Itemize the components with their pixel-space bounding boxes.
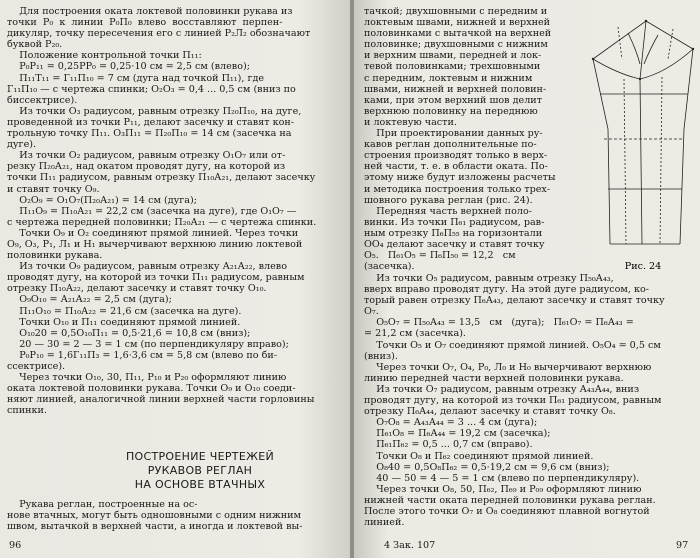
text-line: отрезку П₁₀А₂₂, делают засечку и ставят точку О₁₀. [7, 283, 267, 295]
text-line: При проектировании данных ру- [364, 128, 543, 140]
text-line: Из точки О₅ радиусом, равным отрезку П₅₀А₄₃, [364, 273, 614, 284]
text-line: тачкой; двухшовными с передним и [364, 6, 548, 17]
text-line: проведенной из точки Р₁₁, делают засечку и ставят кон- [7, 116, 294, 128]
text-line: Рукава реглан, построенные на ос- [7, 499, 198, 510]
text-line: Точки О₈ и П₆₂ соединяют прямой линией. [364, 450, 594, 462]
section-heading [100, 450, 300, 492]
text-line: Г₁₁П₁₀ — с чертежа спинки; О₂О₃ = 0,4 ... 0,5 см (вниз по [7, 83, 296, 95]
text-line: половинками с вытачкой на верхней [364, 28, 552, 40]
text-line: О₉О₁₀ = А₂₁А₂₂ = 2,5 см (дуга); [7, 294, 172, 306]
text-line: оката локтевой половинки рукава. Точки О₉ и О₁₀ соеди- [7, 383, 296, 395]
text-line: проводят дугу, на которой из точки П₆₁ радиусом, равным [364, 395, 662, 407]
text-line: с чертежа передней половинки; П₂₀А₂₁ — с чертежа спинки. [7, 216, 317, 228]
text-line: П₁₁Т₁₁ = Г₁₁П₁₀ = 7 см (дуга над точкой П₁₁), где [7, 72, 265, 84]
text-line: линию передней части верхней половинки рукава. [364, 372, 624, 384]
text-line: локтевым швами, нижней и верхней [364, 17, 551, 29]
text-line: этому ниже будут изложены расчеты [364, 172, 556, 184]
text-line: и ставят точку О₉. [7, 183, 100, 195]
text-line: О₁₀20 = 0,5О₁₀П₁₁ = 0,5·21,6 = 10,8 см (вниз); [7, 327, 251, 339]
text-line: точки Р₀ к линии Р₀П₀ влево восставляют перпен- [7, 17, 283, 29]
text-line: резку П₂₀А₂₁, над окатом проводят дугу, на которой из [7, 161, 286, 173]
text-line: Для построения оката локтевой половинки рукава из [7, 6, 293, 17]
text-line: линией. [364, 517, 405, 529]
page-number: 96 [9, 540, 22, 551]
text-line: ками, при этом верхний шов делит [364, 94, 543, 106]
text-line: Точки О₉ и О₂ соединяют прямой линией. Через точки [7, 227, 299, 239]
text-line: дикуляр, точку пересечения его с линией Р₂Л₂ обозначают [7, 28, 311, 40]
text-line: О₈40 = 0,5О₈П₆₂ = 0,5·19,2 см = 9,6 см (вниз); [364, 461, 610, 473]
text-line: Через точки О₁₀, 30, П₁₁, Р₁₀ и Р₂₀ оформляют линию [7, 372, 287, 384]
text-line: шовного рукава реглан (рис. 24). [364, 194, 533, 206]
text-line: дуге). [7, 139, 37, 151]
text-line: и методика построения только трех- [364, 183, 551, 195]
text-line: Р₀Р₁₀ = 1,6Г₁₁П₃ = 1,6·3,6 см = 5,8 см (влево по би- [7, 349, 277, 361]
section-heading-line: РУКАВОВ РЕГЛАН [147, 464, 253, 477]
text-line: половинки рукава. [7, 250, 103, 262]
text-line: О₅. П₆₁О₅ = П₆П₅₀ = 12,2 см [364, 250, 516, 262]
text-line: строения производят только в верх- [364, 150, 548, 162]
text-line: 40 — 50 = 4 — 5 = 1 см (влево по перпендикуляру). [364, 472, 640, 484]
text-line: швом, вытачкой в верхней части, а иногда и локтевой вы- [7, 521, 303, 533]
text-line: половинке; двухшовными с нижним [364, 39, 548, 51]
text-line: ОО₄ делают засечку и ставят точку [364, 238, 545, 250]
text-line: П₁₁О₁₀ = П₁₀А₂₂ = 21,6 см (засечка на дуге). [7, 305, 242, 317]
left-page-body [7, 6, 337, 416]
text-line: кавов реглан дополнительные по- [364, 139, 537, 151]
text-line: Через точки О₇, О₄, Р₀, Л₀ и Н₀ вычерчивают верхнюю [364, 361, 652, 373]
text-line: и верхним швами, передней и лок- [364, 50, 542, 62]
text-line: буквой Р₂₀. [7, 39, 63, 51]
text-line: После этого точки О₇ и О₈ соединяют плавной вогнутой [364, 505, 650, 517]
text-line: 20 — 30 = 2 — 3 = 1 см (по перпендикуляру вправо); [7, 338, 289, 350]
left-page-bottom-text [7, 499, 337, 532]
sleeve-pattern-figure [588, 19, 698, 251]
text-line: (засечка). [364, 261, 415, 273]
text-line: с передним, локтевым и нижним [364, 72, 533, 84]
page-number: 97 [676, 540, 689, 551]
section-heading-line: ПОСТРОЕНИЕ ЧЕРТЕЖЕЙ [125, 450, 275, 463]
text-line: швами, нижней и верхней половин- [364, 83, 547, 95]
text-line: Р₀Р₁₁ = 0,25РР₀ = 0,25·10 см = 2,5 см (влево); [7, 61, 250, 73]
text-line: проводят дугу, на которой из точки П₁₁ радиусом, равным [7, 272, 305, 284]
text-line: отрезку П₆А₄₄, делают засечку и ставят точку О₈. [364, 406, 616, 418]
text-line: О₇. [364, 306, 379, 318]
text-line: Из точки О₉ радиусом, равным отрезку А₂₁А₂₂, влево [7, 261, 287, 273]
text-line: биссектрисе). [7, 94, 78, 106]
text-line: спинки. [7, 405, 47, 417]
text-line: П₆₁П₆₂ = 0,5 ... 0,7 см (вправо). [364, 439, 533, 451]
text-line: торый равен отрезку П₆А₄₃, делают засечку и ставят точку [364, 295, 665, 307]
text-line: Положение контрольной точки П₁₁: [7, 50, 202, 62]
text-line: ным отрезку П₆П₅₅ на горизонтали [364, 227, 543, 239]
text-line: Из точки О₃ радиусом, равным отрезку П₂₀П₁₀, на дуге, [7, 105, 302, 117]
text-line: нижней части оката передней половинки рукава реглан. [364, 494, 656, 506]
figure-caption: Рис. 24 [624, 261, 662, 272]
text-line: верхнюю половинку на переднюю [364, 105, 538, 117]
text-line: Точки О₁₀ и П₁₁ соединяют прямой линией. [7, 316, 241, 328]
text-line: О₇О₈ = А₄₃А₄₄ = 3 ... 4 см (дуга); [364, 417, 538, 429]
text-line: О₂О₉ = О₁О₇(П₂₀А₂₁) = 14 см (дуга); [7, 194, 197, 206]
text-line: тевой половинками; трехшовными [364, 61, 541, 73]
text-line: нове втачных, могут быть одношовными с одним нижним [7, 510, 302, 522]
printer-signature: 4 Зак. 107 [384, 540, 436, 551]
text-line: Передняя часть верхней поло- [364, 205, 532, 217]
text-line: и локтевую части. [364, 116, 457, 128]
right-page-column-text [364, 6, 584, 272]
right-page-body [364, 273, 694, 528]
text-line: О₅О₇ = П₅₀А₄₃ = 13,5 см (дуга); П₆₁О₇ = П₆А₄₃ = [364, 317, 634, 329]
text-line: вверх вправо проводят дугу. На этой дуге радиусом, ко- [364, 284, 649, 296]
text-line: Через точки О₈, 50, П₆₂, П₆₉ и Р₀₉ оформляют линию [364, 483, 642, 495]
text-line: винки. Из точки П₆₁ радиусом, рав- [364, 216, 545, 228]
text-line: точки П₁₁ радиусом, равным отрезку П₁₀А₂₁, делают засечку [7, 172, 316, 184]
text-line: П₆₁О₈ = П₆А₄₄ = 19,2 см (засечка); [364, 428, 551, 440]
text-line: ссектрисе). [7, 361, 66, 372]
text-line: няют линией, аналогичной линии верхней части горловины [7, 394, 315, 406]
text-line: Точки О₅ и О₇ соединяют прямой линией. О₅О₄ = 0,5 см [364, 339, 661, 351]
section-heading-line: НА ОСНОВЕ ВТАЧНЫХ [134, 478, 266, 491]
text-line: О₉, О₃, Р₁, Л₁ и Н₁ вычерчивают верхнюю линию локтевой [7, 238, 303, 250]
text-line: = 21,2 см (засечка). [364, 328, 466, 340]
text-line: (вниз). [364, 350, 398, 362]
text-line: Из точки О₂ радиусом, равным отрезку О₁О₇ или от- [7, 150, 286, 162]
text-line: Из точки О₇ радиусом, равным отрезку А₄₃А₄₄, вниз [364, 383, 640, 395]
text-line: ней части, т. е. в области оката. По- [364, 161, 548, 173]
text-line: П₁₁О₉ = П₁₀А₂₁ = 22,2 см (засечка на дуге), где О₁О₇ — [7, 205, 297, 217]
text-line: трольную точку П₁₁. О₃П₁₁ = П₂₀П₁₀ = 14 см (засечка на [7, 128, 292, 140]
